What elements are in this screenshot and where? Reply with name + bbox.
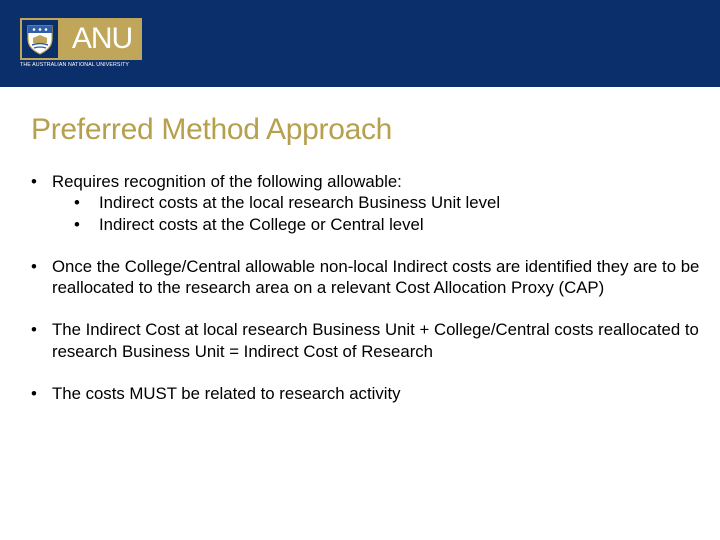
header-band xyxy=(0,0,720,87)
bullet-item: • The costs MUST be related to research activity xyxy=(31,383,701,404)
logo-wordmark: ANU xyxy=(71,22,133,55)
sub-bullet-item: • Indirect costs at the College or Central level xyxy=(97,214,701,235)
sub-bullet-item: • Indirect costs at the local research Business Unit level xyxy=(97,192,701,213)
anu-logo xyxy=(20,18,142,60)
crest-icon xyxy=(20,18,60,60)
slide-title: Preferred Method Approach xyxy=(31,113,393,146)
bullet-item: • The Indirect Cost at local research Business Unit + College/Central costs reallocated to research Business Unit = Indirect Cost of Research xyxy=(31,319,701,362)
bullet-item: • Once the College/Central allowable non-local Indirect costs are identified they are to be reallocated to the research area on a relevant Cost Allocation Proxy (CAP) xyxy=(31,256,701,299)
logo-caption: THE AUSTRALIAN NATIONAL UNIVERSITY xyxy=(20,62,130,68)
slide-body xyxy=(31,171,701,404)
bullet-item: • Requires recognition of the following allowable: xyxy=(31,171,701,192)
